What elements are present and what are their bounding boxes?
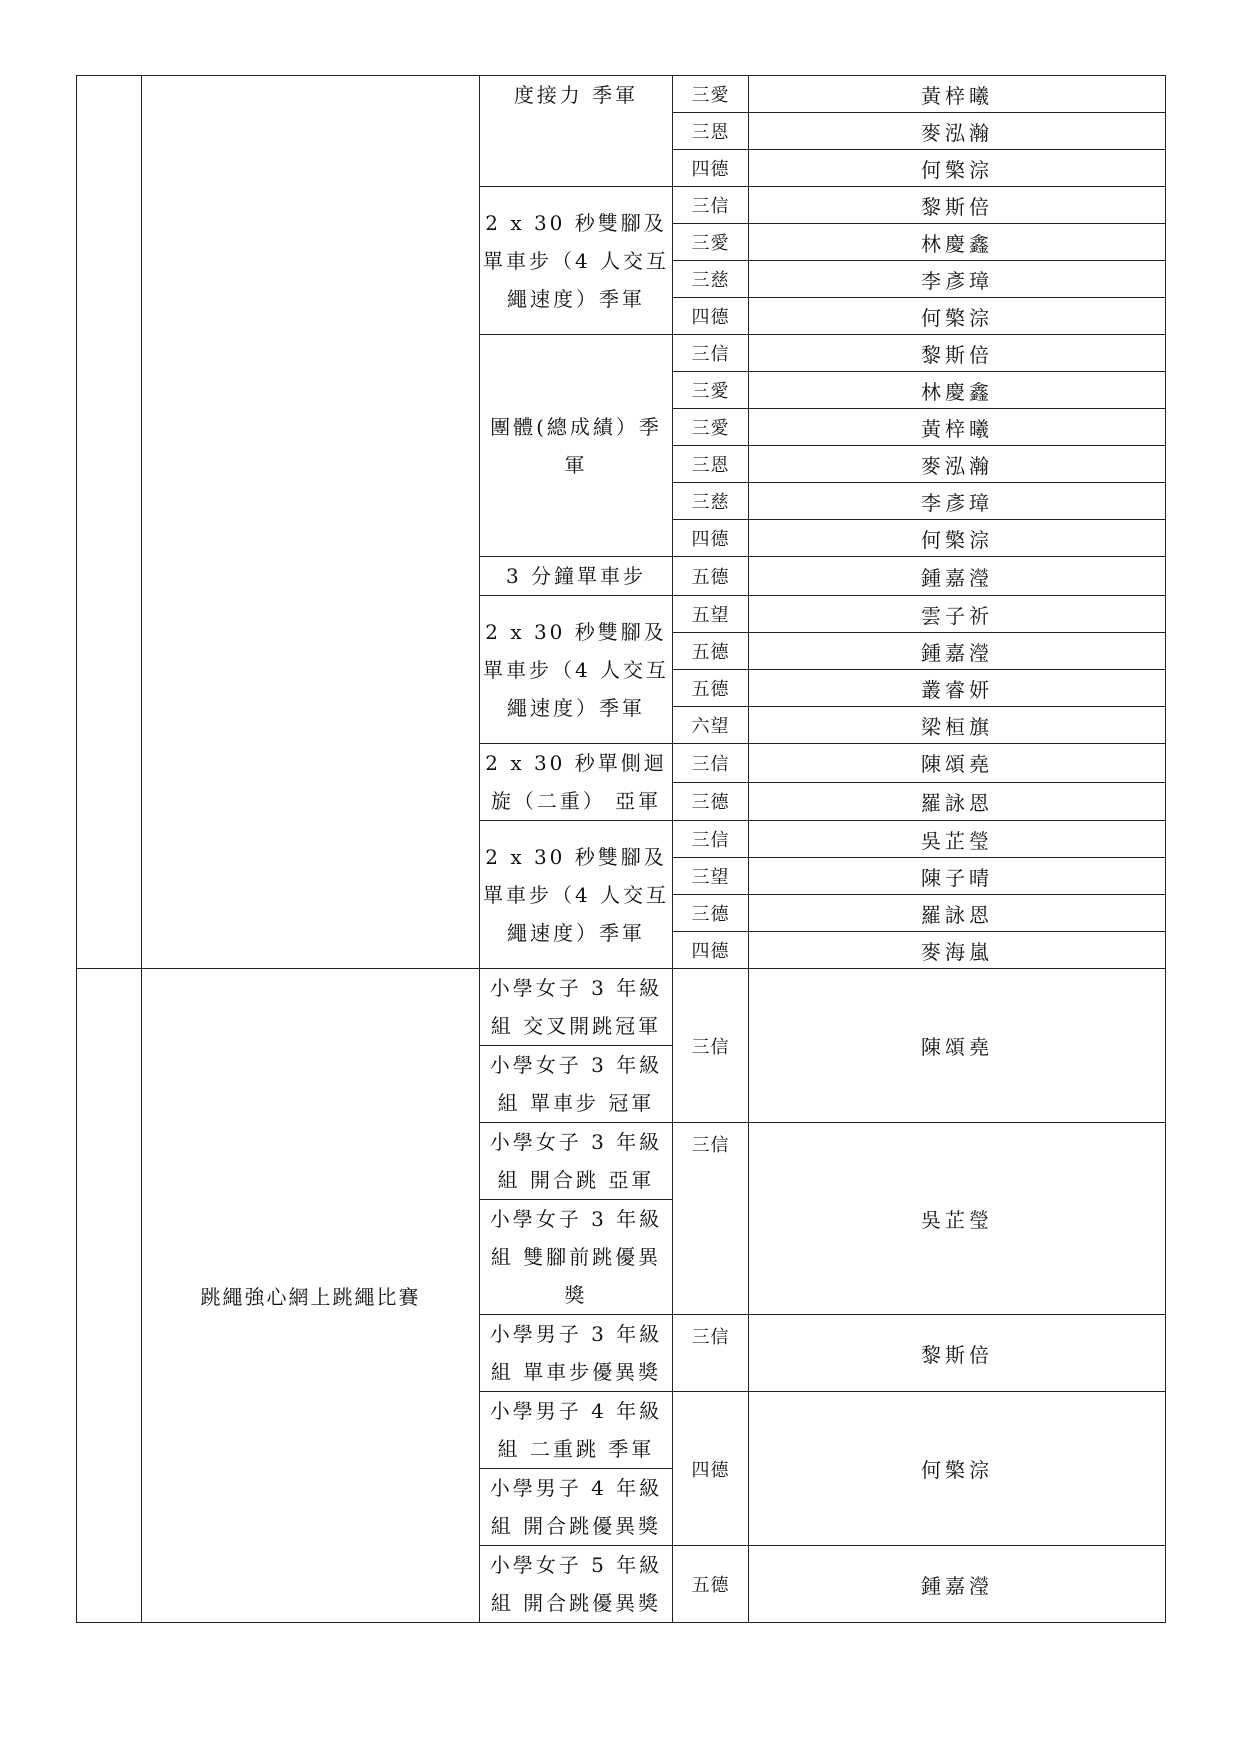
class-cell: 五德 xyxy=(673,557,749,596)
class-cell: 三德 xyxy=(673,782,749,821)
student-name-cell: 林慶鑫 xyxy=(749,372,1166,409)
student-name-cell: 梁桓旗 xyxy=(749,707,1166,744)
event-cell: 小學男子 4 年級組 開合跳優異獎 xyxy=(480,1469,673,1546)
student-name-cell: 李彥璋 xyxy=(749,483,1166,520)
blank-column-cell xyxy=(77,969,142,1623)
class-cell: 三慈 xyxy=(673,261,749,298)
student-name-cell: 李彥璋 xyxy=(749,261,1166,298)
class-cell: 三信 xyxy=(673,335,749,372)
student-name-cell: 麥海嵐 xyxy=(749,932,1166,969)
class-cell: 五德 xyxy=(673,633,749,670)
class-cell: 三信 xyxy=(673,187,749,224)
class-cell: 三愛 xyxy=(673,372,749,409)
student-name-cell: 鍾嘉瀅 xyxy=(749,557,1166,596)
event-cell: 小學女子 5 年級組 開合跳優異獎 xyxy=(480,1546,673,1623)
event-cell: 度接力 季軍 xyxy=(480,76,673,187)
student-name-cell: 何檠淙 xyxy=(749,520,1166,557)
class-cell: 五德 xyxy=(673,1546,749,1623)
event-cell: 2 x 30 秒單側迴旋（二重） 亞軍 xyxy=(480,744,673,821)
student-name-cell: 吳芷瑩 xyxy=(749,1123,1166,1315)
class-cell: 三信 xyxy=(673,744,749,783)
student-name-cell: 鍾嘉瀅 xyxy=(749,633,1166,670)
class-cell: 四德 xyxy=(673,298,749,335)
event-cell: 小學男子 4 年級組 二重跳 季軍 xyxy=(480,1392,673,1469)
event-cell: 2 x 30 秒雙腳及單車步（4 人交互繩速度）季軍 xyxy=(480,596,673,744)
student-name-cell: 叢睿妍 xyxy=(749,670,1166,707)
class-cell: 三望 xyxy=(673,858,749,895)
event-cell: 團體(總成績）季軍 xyxy=(480,335,673,557)
student-name-cell: 何檠淙 xyxy=(749,1392,1166,1546)
blank-column-cell xyxy=(77,76,142,969)
student-name-cell: 陳頌堯 xyxy=(749,969,1166,1123)
student-name-cell: 黃梓曦 xyxy=(749,76,1166,113)
class-cell: 三恩 xyxy=(673,446,749,483)
student-name-cell: 黃梓曦 xyxy=(749,409,1166,446)
class-cell: 四德 xyxy=(673,1392,749,1546)
class-cell: 三愛 xyxy=(673,76,749,113)
student-name-cell: 何檠淙 xyxy=(749,298,1166,335)
class-cell: 三信 xyxy=(673,969,749,1123)
class-cell: 五德 xyxy=(673,670,749,707)
class-cell: 三慈 xyxy=(673,483,749,520)
event-cell: 3 分鐘單車步 xyxy=(480,557,673,596)
student-name-cell: 何檠淙 xyxy=(749,150,1166,187)
class-cell: 四德 xyxy=(673,520,749,557)
event-cell: 小學女子 3 年級組 雙腳前跳優異獎 xyxy=(480,1200,673,1315)
student-name-cell: 雲子祈 xyxy=(749,596,1166,633)
class-cell: 五望 xyxy=(673,596,749,633)
class-cell: 三信 xyxy=(673,821,749,858)
class-cell: 四德 xyxy=(673,932,749,969)
student-name-cell: 羅詠恩 xyxy=(749,895,1166,932)
class-cell: 三德 xyxy=(673,895,749,932)
awards-table xyxy=(76,75,1166,1623)
event-cell: 小學女子 3 年級組 單車步 冠軍 xyxy=(480,1046,673,1123)
class-cell: 三信 xyxy=(673,1123,749,1315)
student-name-cell: 黎斯倍 xyxy=(749,335,1166,372)
student-name-cell: 鍾嘉瀅 xyxy=(749,1546,1166,1623)
event-cell: 小學男子 3 年級組 單車步優異獎 xyxy=(480,1315,673,1392)
class-cell: 三恩 xyxy=(673,113,749,150)
class-cell: 六望 xyxy=(673,707,749,744)
event-cell: 2 x 30 秒雙腳及單車步（4 人交互繩速度）季軍 xyxy=(480,187,673,335)
student-name-cell: 林慶鑫 xyxy=(749,224,1166,261)
student-name-cell: 黎斯倍 xyxy=(749,187,1166,224)
student-name-cell: 羅詠恩 xyxy=(749,782,1166,821)
student-name-cell: 陳子晴 xyxy=(749,858,1166,895)
student-name-cell: 陳頌堯 xyxy=(749,744,1166,783)
class-cell: 三愛 xyxy=(673,224,749,261)
event-cell: 小學女子 3 年級組 開合跳 亞軍 xyxy=(480,1123,673,1200)
event-cell: 小學女子 3 年級組 交叉開跳冠軍 xyxy=(480,969,673,1046)
competition-cell xyxy=(142,76,480,969)
student-name-cell: 麥泓瀚 xyxy=(749,113,1166,150)
competition-cell: 跳繩強心網上跳繩比賽 xyxy=(142,969,480,1623)
event-cell: 2 x 30 秒雙腳及單車步（4 人交互繩速度）季軍 xyxy=(480,821,673,969)
student-name-cell: 黎斯倍 xyxy=(749,1315,1166,1392)
student-name-cell: 麥泓瀚 xyxy=(749,446,1166,483)
student-name-cell: 吳芷瑩 xyxy=(749,821,1166,858)
class-cell: 三信 xyxy=(673,1315,749,1392)
class-cell: 四德 xyxy=(673,150,749,187)
class-cell: 三愛 xyxy=(673,409,749,446)
